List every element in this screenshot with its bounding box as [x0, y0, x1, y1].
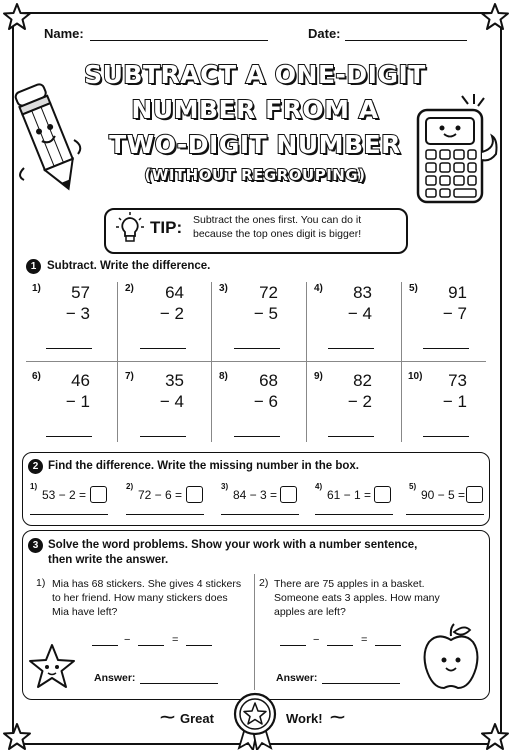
lightbulb-icon: [116, 212, 144, 246]
answer-line[interactable]: [328, 348, 374, 349]
minuend: 82: [353, 371, 372, 390]
problem-number: 4): [315, 482, 323, 491]
equation: 72 − 6 =: [138, 488, 183, 502]
problem-number: 3): [219, 283, 228, 294]
section-1-badge: 1: [26, 259, 41, 274]
smiling-star-icon: [26, 642, 78, 692]
answer-line[interactable]: [423, 436, 469, 437]
equation: 90 − 5 =: [421, 488, 466, 502]
equation: 84 − 3 =: [233, 488, 278, 502]
problem-divider: [254, 574, 255, 690]
answer-line[interactable]: [46, 348, 92, 349]
minuend: 73: [448, 371, 467, 390]
section-3-instruction-cont: then write the answer.: [48, 554, 169, 566]
minuend: 91: [448, 283, 467, 302]
subtrahend: − 5: [253, 304, 278, 323]
subtrahend: − 2: [159, 304, 184, 323]
grid-divider: [26, 361, 486, 362]
decor-wavy-right-icon: ⁓: [330, 709, 345, 726]
work-line[interactable]: [221, 514, 299, 515]
answer-box[interactable]: [90, 486, 107, 503]
problem-number: 2): [126, 482, 134, 491]
problem-number: 3): [221, 482, 229, 491]
answer-label: Answer:: [276, 672, 318, 684]
equation: 61 − 1 =: [327, 488, 372, 502]
answer-box[interactable]: [466, 486, 483, 503]
number-sentence-blank[interactable]: [375, 645, 401, 646]
problem-number: 1): [30, 482, 38, 491]
minuend: 72: [259, 283, 278, 302]
answer-field[interactable]: [322, 683, 400, 684]
problem-number: 4): [314, 283, 323, 294]
section-1-instruction: Subtract. Write the difference.: [47, 260, 211, 272]
corner-star-icon: [2, 722, 32, 752]
problem-number: 2): [125, 283, 134, 294]
work-line[interactable]: [315, 514, 393, 515]
answer-line[interactable]: [423, 348, 469, 349]
minuend: 68: [259, 371, 278, 390]
minuend: 46: [71, 371, 90, 390]
decor-wavy-left-icon: ⁓: [160, 709, 175, 726]
problem-number: 10): [408, 371, 423, 382]
answer-line[interactable]: [140, 348, 186, 349]
work-line[interactable]: [406, 514, 484, 515]
word-problem-number: 1): [36, 577, 46, 589]
subtrahend: − 4: [347, 304, 372, 323]
date-field[interactable]: [345, 40, 467, 41]
number-sentence-blank[interactable]: [92, 645, 118, 646]
award-ribbon-icon: [231, 690, 279, 750]
section-3-instruction: Solve the word problems. Show your work with a number sentence,: [48, 539, 418, 551]
problem-number: 6): [32, 371, 41, 382]
grid-divider: [117, 282, 118, 442]
answer-label: Answer:: [94, 672, 136, 684]
problem-number: 9): [314, 371, 323, 382]
tip-label: TIP:: [150, 218, 183, 237]
answer-line[interactable]: [234, 348, 280, 349]
minuend: 83: [353, 283, 372, 302]
corner-star-icon: [480, 2, 510, 32]
subtrahend: − 3: [65, 304, 90, 323]
subtrahend: − 2: [347, 392, 372, 411]
problem-number: 1): [32, 283, 41, 294]
answer-line[interactable]: [328, 436, 374, 437]
grid-divider: [306, 282, 307, 442]
tip-text: Subtract the ones first. You can do it because the top ones digit is bigger!: [193, 214, 362, 240]
grid-divider: [401, 282, 402, 442]
number-sentence-blank[interactable]: [186, 645, 212, 646]
answer-box[interactable]: [186, 486, 203, 503]
number-sentence-blank[interactable]: [138, 645, 164, 646]
pencil-mascot-icon: [14, 80, 86, 200]
equals-sign: =: [361, 634, 368, 646]
answer-box[interactable]: [374, 486, 391, 503]
problem-number: 5): [409, 283, 418, 294]
subtrahend: − 1: [65, 392, 90, 411]
number-sentence-blank[interactable]: [327, 645, 353, 646]
problem-number: 7): [125, 371, 134, 382]
date-label: Date:: [308, 26, 341, 41]
name-label: Name:: [44, 26, 84, 41]
minuend: 57: [71, 283, 90, 302]
subtrahend: − 1: [442, 392, 467, 411]
work-line[interactable]: [30, 514, 108, 515]
smiling-apple-icon: [420, 622, 482, 692]
number-sentence-blank[interactable]: [280, 645, 306, 646]
answer-line[interactable]: [234, 436, 280, 437]
answer-line[interactable]: [140, 436, 186, 437]
title-line-2: NUMBER FROM A: [131, 95, 379, 124]
word-problem-text: There are 75 apples in a basket. Someone eats 3 apples. How many apples are left?: [274, 578, 440, 618]
problem-number: 5): [409, 482, 417, 491]
section-2-badge: 2: [28, 459, 43, 474]
section-2-instruction: Find the difference. Write the missing number in the box.: [48, 460, 359, 472]
footer-great: Great: [180, 711, 214, 726]
problem-number: 8): [219, 371, 228, 382]
work-line[interactable]: [126, 514, 204, 515]
subtrahend: − 4: [159, 392, 184, 411]
title-line-3: TWO-DIGIT NUMBER: [109, 130, 401, 159]
word-problem-text: Mia has 68 stickers. She gives 4 stickers to her friend. How many stickers does Mia have left?: [52, 578, 242, 618]
minus-sign: −: [313, 634, 320, 646]
minus-sign: −: [124, 634, 131, 646]
section-3-badge: 3: [28, 538, 43, 553]
answer-field[interactable]: [140, 683, 218, 684]
name-field[interactable]: [90, 40, 268, 41]
minuend: 35: [165, 371, 184, 390]
minuend: 64: [165, 283, 184, 302]
corner-star-icon: [480, 722, 510, 752]
subtrahend: − 7: [442, 304, 467, 323]
subtrahend: − 6: [253, 392, 278, 411]
title-line-1: SUBTRACT A ONE-DIGIT: [84, 60, 426, 89]
title-subtitle: (WITHOUT REGROUPING): [144, 166, 366, 184]
grid-divider: [211, 282, 212, 442]
equals-sign: =: [172, 634, 179, 646]
equation: 53 − 2 =: [42, 488, 87, 502]
answer-box[interactable]: [280, 486, 297, 503]
footer-work: Work!: [286, 711, 323, 726]
answer-line[interactable]: [46, 436, 92, 437]
calculator-mascot-icon: [412, 92, 502, 208]
corner-star-icon: [2, 2, 32, 32]
word-problem-number: 2): [259, 577, 269, 589]
